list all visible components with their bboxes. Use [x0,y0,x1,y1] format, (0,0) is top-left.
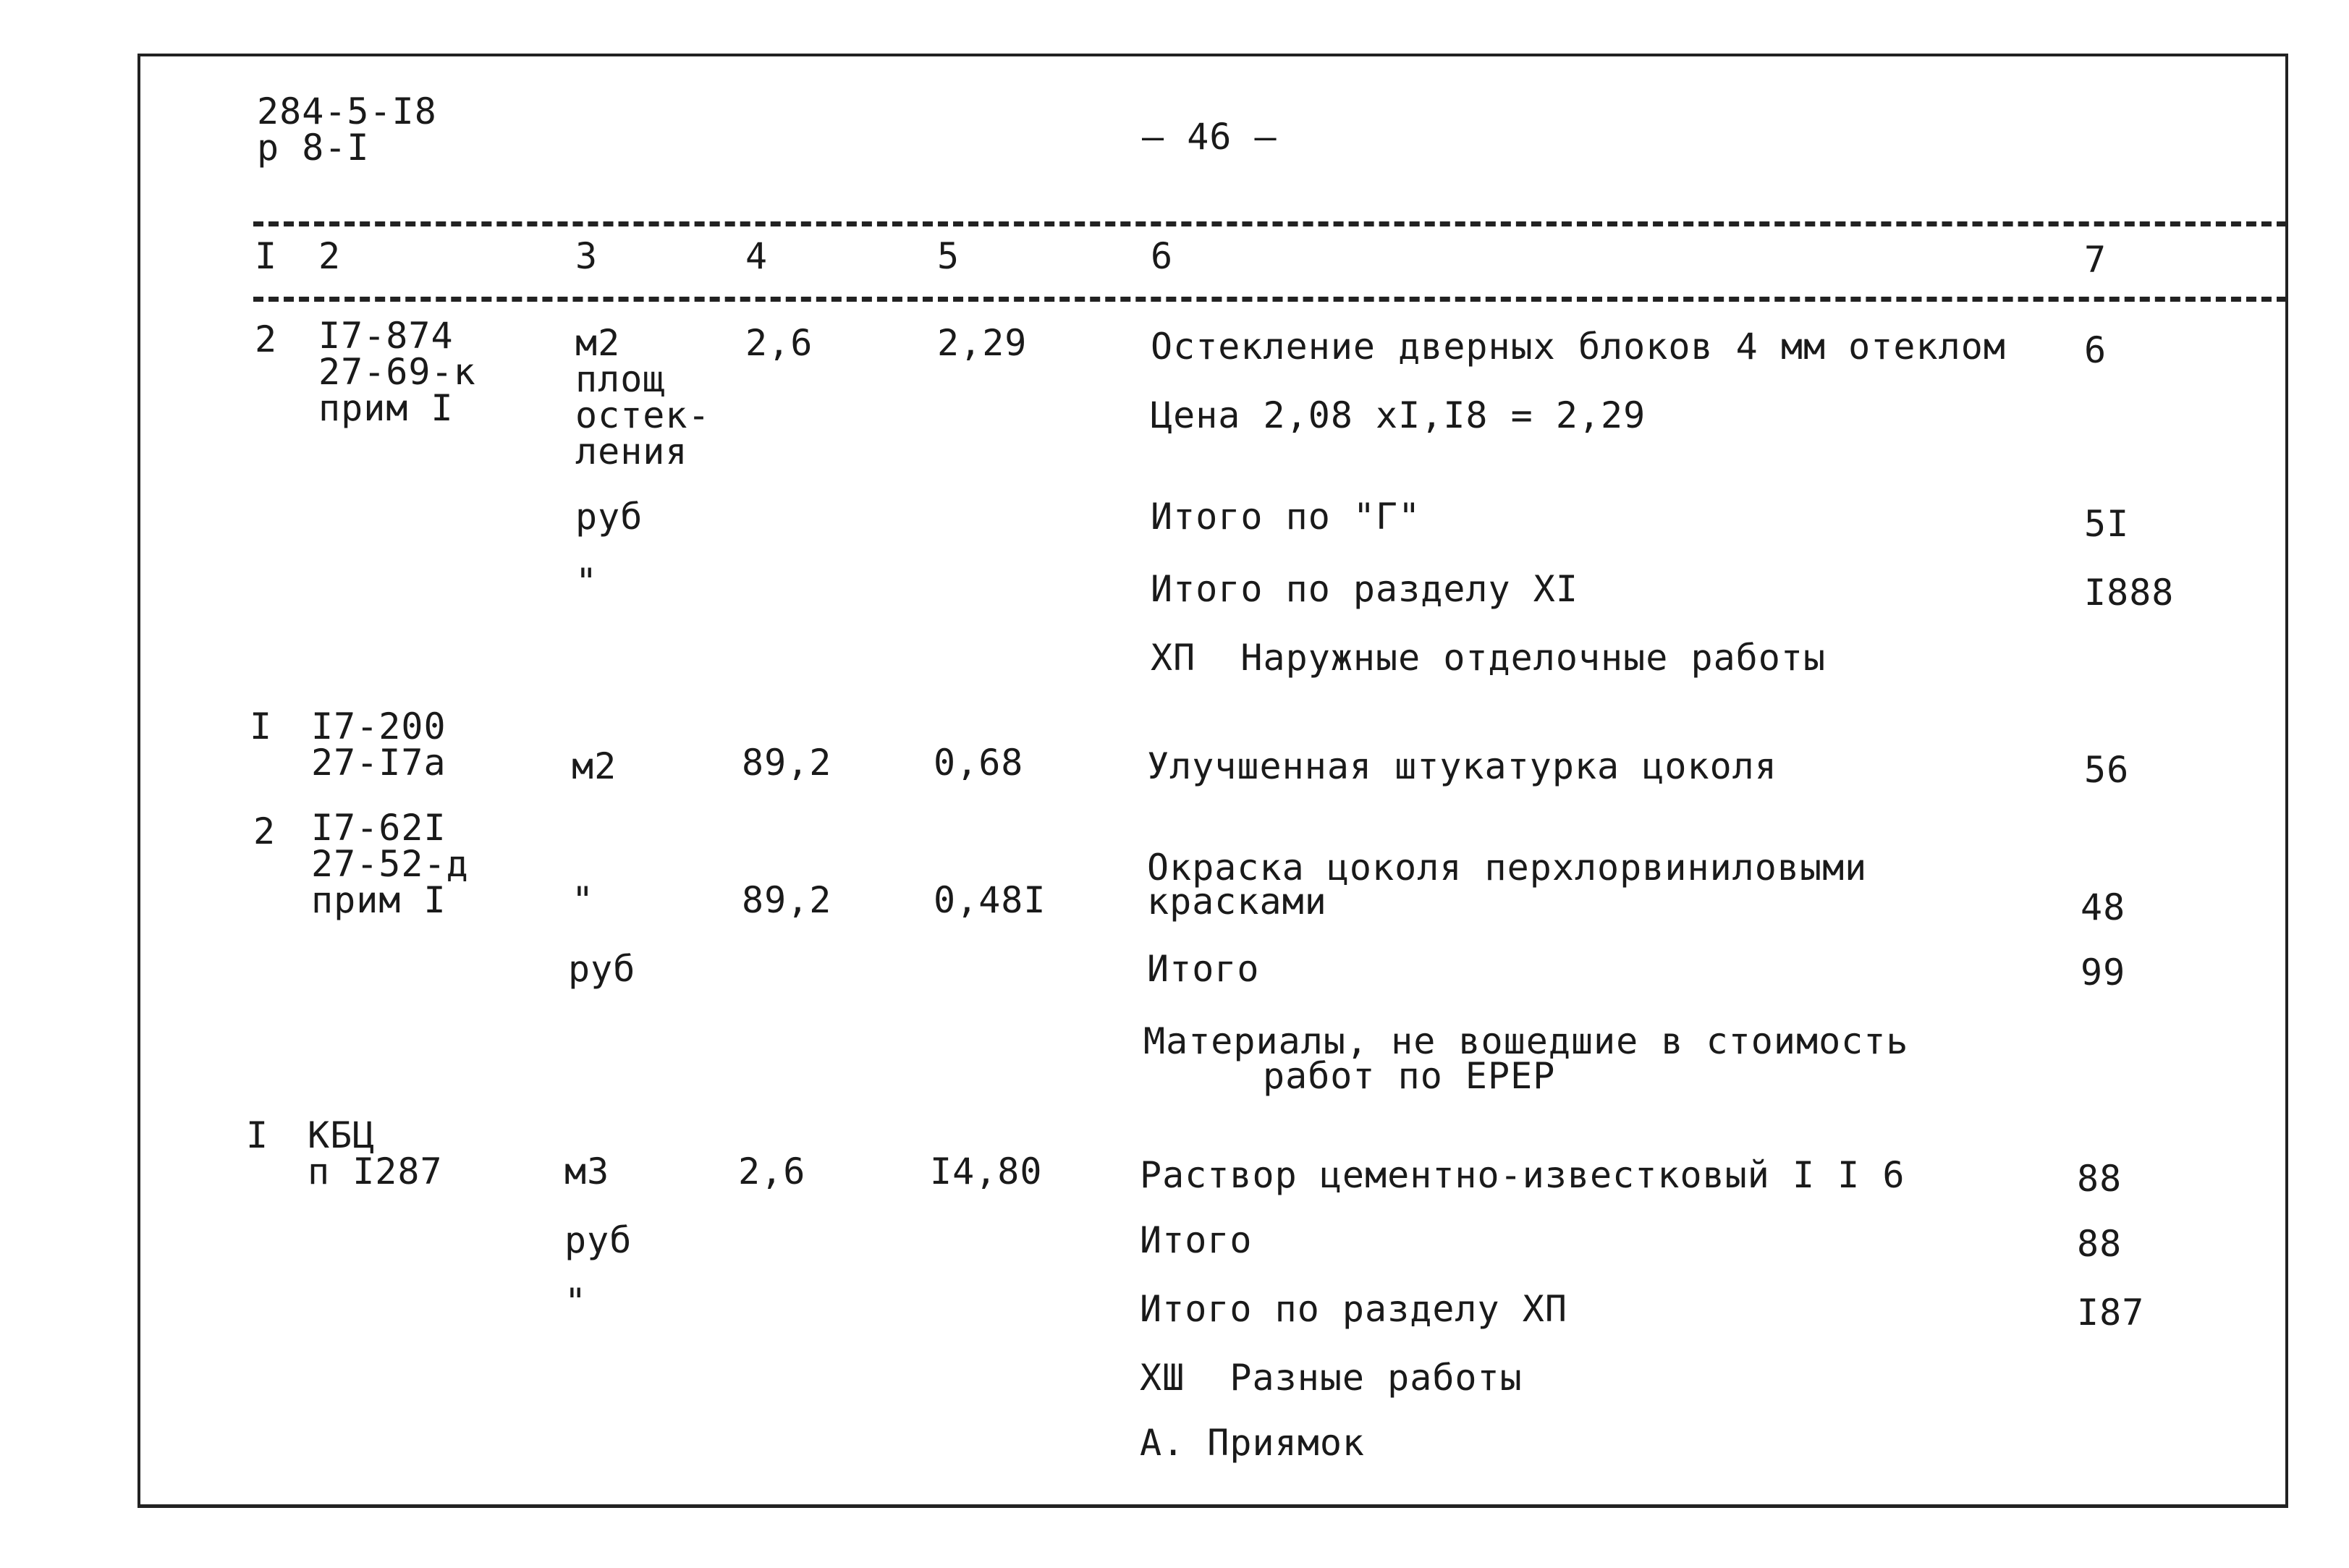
row-position: I [250,705,273,747]
row-code-line: 27-I7а [311,742,446,784]
row-total: 6 [2084,329,2107,371]
row-price: 0,48I [934,879,1046,921]
row-description: Итого по разделу ХП [1140,1288,1567,1330]
row-unit-line: остек- [575,394,711,436]
column-number-1: I [255,235,278,277]
row-code-line: 27-52-д [311,843,469,885]
row-quantity: 2,6 [745,322,813,364]
column-number-3: 3 [575,235,598,277]
row-description: Итого по "Г" [1151,496,1421,538]
row-code-line: п I287 [308,1150,443,1192]
row-unit: м2 [572,745,617,787]
row-total: 88 [2077,1223,2122,1265]
row-unit: " [564,1281,588,1323]
row-position: I [246,1114,269,1156]
row-total: 99 [2081,952,2126,993]
header-top-rule [253,221,2287,226]
row-total: 5I [2084,503,2130,545]
section-heading: ХП Наружные отделочные работы [1151,637,1827,679]
column-number-4: 4 [745,235,769,277]
row-code-line: КБЦ [308,1114,376,1156]
doc-code-line2: р 8-I [257,127,370,169]
row-description: Итого по разделу XI [1151,568,1578,610]
column-number-2: 2 [318,235,342,277]
row-unit-line: м2 [575,322,621,364]
row-total: I888 [2084,572,2175,614]
row-code-line: прим I [311,879,446,921]
row-unit: м3 [564,1150,610,1192]
row-quantity: 89,2 [742,742,832,784]
column-number-5: 5 [937,235,960,277]
row-description-line: Окраска цоколя перхлорвиниловыми [1147,847,1868,889]
row-description: Улучшенная штукатурка цоколя [1147,745,1777,787]
row-unit: руб [575,496,643,538]
subsection-heading: А. Приямок [1140,1422,1366,1464]
row-quantity: 2,6 [738,1150,806,1192]
row-unit: руб [564,1219,632,1261]
header-bottom-rule [253,297,2287,302]
row-code-line: I7-874 [318,315,454,357]
row-description: Итого [1140,1219,1253,1261]
row-description-line: Материалы, не вошедшие в стоимость [1143,1020,1909,1062]
row-unit: " [575,561,598,603]
row-unit: руб [568,948,636,990]
row-price: 0,68 [934,742,1024,784]
row-unit-line: ления [575,431,688,472]
row-total: 88 [2077,1158,2122,1200]
row-code-line: 27-69-к [318,351,476,393]
row-description-line: красками [1147,881,1327,923]
row-quantity: 89,2 [742,879,832,921]
row-description: Цена 2,08 хI,I8 = 2,29 [1151,394,1646,436]
row-position: 2 [255,318,278,360]
doc-code-line1: 284-5-I8 [257,90,437,132]
row-code-line: I7-62I [311,807,446,849]
row-description: Итого [1147,948,1260,990]
column-number-6: 6 [1151,235,1174,277]
row-description: Остекление дверных блоков 4 мм отеклом [1151,326,2006,368]
row-price: I4,80 [930,1150,1043,1192]
column-number-7: 7 [2084,239,2107,281]
row-total: I87 [2077,1292,2145,1334]
row-description: Раствор цементно-известковый I I 6 [1140,1154,1905,1196]
row-total: 48 [2081,886,2126,928]
row-total: 56 [2084,749,2130,791]
row-unit-line: площ [575,358,666,400]
page-number: — 46 — [1142,116,1277,158]
row-position: 2 [253,810,276,852]
row-unit: " [572,879,595,921]
section-heading: ХШ Разные работы [1140,1357,1523,1399]
row-price: 2,29 [937,322,1028,364]
row-code-line: I7-200 [311,705,446,747]
row-description-line: работ по ЕРЕР [1263,1055,1556,1097]
row-code-line: прим I [318,387,454,429]
